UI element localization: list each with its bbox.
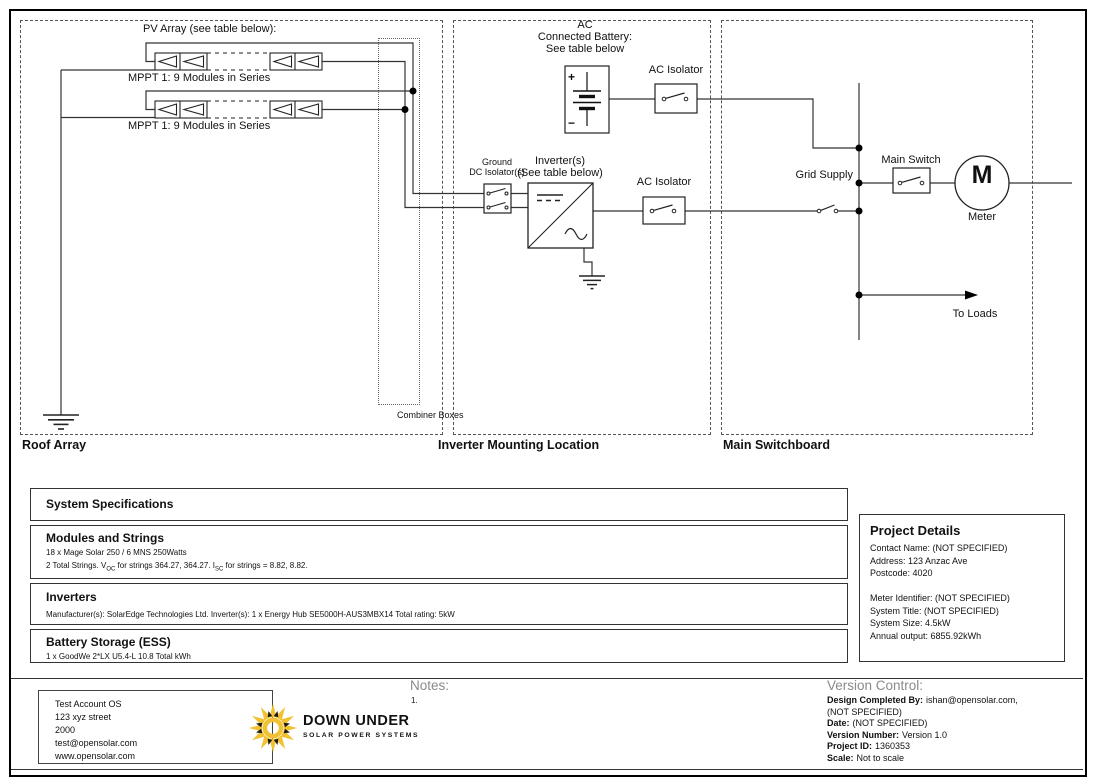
pd-contact-name: Contact Name: (NOT SPECIFIED) [870, 543, 1008, 553]
vc-scale: Scale: Not to scale [827, 752, 905, 763]
pd-meter-identifier: Meter Identifier: (NOT SPECIFIED) [870, 593, 1010, 603]
company-name: Test Account OS [55, 699, 122, 709]
pv-string1-modules [155, 53, 322, 70]
inverter-mounting-section-label: Inverter Mounting Location [438, 438, 600, 452]
company-postcode: 2000 [55, 725, 76, 735]
to-loads-label: To Loads [952, 308, 998, 320]
version-control-title: Version Control: [827, 678, 924, 693]
sun-logo-icon [246, 701, 300, 755]
battery-ac-wire [697, 99, 859, 148]
inverters-heading: Inverters [46, 590, 97, 604]
vc-project-id: Project ID: 1360353 [827, 741, 911, 751]
company-street: 123 xyz street [55, 712, 112, 722]
string1-negative-wire [322, 62, 484, 208]
battery-line1: 1 x GoodWe 2*LX U5.4-L 10.8 Total kWh [46, 652, 191, 661]
vc-design-completed-by-2: (NOT SPECIFIED) [827, 706, 902, 717]
main-switch-label: Main Switch [881, 154, 941, 166]
notes-item-1: 1. [411, 696, 418, 705]
pd-address: Address: 123 Anzac Ave [870, 555, 968, 566]
battery-heading: Battery Storage (ESS) [46, 635, 171, 649]
inverter-ac-isolator-label: AC Isolator [636, 176, 692, 188]
main-switch-symbol [893, 168, 930, 193]
battery-label-line2: Connected Battery: [537, 31, 633, 43]
pd-system-size: System Size: 4.5kW [870, 618, 951, 628]
inverter-label-line2: (See table below) [517, 167, 603, 179]
battery-plus-sign: + [568, 70, 576, 84]
dc-isolator-label-line1: Ground [481, 157, 513, 167]
spec-modules-box [30, 525, 848, 579]
vc-design-completed-by: Design Completed By: ishan@opensolar.com, [827, 695, 1018, 705]
battery-minus-sign: − [568, 116, 576, 130]
inverter-ground-symbol [579, 276, 605, 289]
roof-array-section-label: Roof Array [22, 438, 87, 452]
modules-line2: 2 Total Strings. $V_{OC}$ for strings 364.27, 364.27. $I_{SC}$ for strings = 8.82, 8.82. [46, 560, 308, 573]
spec-inverters-box [30, 583, 848, 625]
spec-battery-box [30, 629, 848, 663]
spec-title-box [30, 488, 848, 521]
dc-isolator-symbol [484, 184, 511, 213]
vc-version-number: Version Number: Version 1.0 [827, 729, 948, 740]
grid-supply-label: Grid Supply [795, 169, 853, 181]
pd-system-title: System Title: (NOT SPECIFIED) [870, 605, 999, 616]
project-details-title: Project Details [870, 523, 961, 538]
pd-postcode: Postcode: 4020 [870, 568, 933, 578]
array-ground-symbol [43, 415, 79, 429]
modules-heading: Modules and Strings [46, 531, 165, 545]
inverter-symbol [528, 183, 593, 248]
sun-rays [249, 704, 298, 753]
project-details-box [859, 514, 1065, 662]
battery-ac-isolator-symbol [655, 84, 697, 113]
inverter-label-line1: Inverter(s) [534, 155, 586, 167]
pv-string2-modules [155, 101, 322, 118]
dc-isolator-label-line2: DC Isolator(s) [469, 167, 525, 177]
logo-name: DOWN UNDER [303, 713, 410, 729]
to-loads-arrowhead [965, 291, 978, 300]
inverter-ac-isolator-symbol [643, 197, 685, 224]
vc-date: Date: (NOT SPECIFIED) [827, 718, 928, 728]
company-email: test@opensolar.com [55, 738, 138, 748]
string2-label: MPPT 1: 9 Modules in Series [128, 120, 271, 132]
main-switchboard-section-label: Main Switchboard [723, 438, 830, 452]
battery-ac-isolator-label: AC Isolator [648, 64, 704, 76]
pd-annual-output: Annual output: 6855.92kWh [870, 630, 982, 641]
inverters-line1: Manufacturer(s): SolarEdge Technologies Ltd. Inverter(s): 1 x Energy Hub SE5000H-AUS3MBX14 Total rating: 5kW [46, 610, 455, 619]
spec-table-title: System Specifications [46, 497, 174, 511]
battery-label-line3: See table below [545, 43, 625, 55]
logo-tagline: SOLAR POWER SYSTEMS [303, 732, 420, 739]
battery-label-line1: AC [577, 19, 593, 31]
version-control-block [827, 695, 1018, 764]
combiner-boxes-label: Combiner Boxes [397, 410, 464, 420]
company-address-box [38, 690, 273, 764]
grid-disconnect-symbol [817, 205, 838, 213]
modules-line1: 18 x Mage Solar 250 / 6 MNS 250Watts [46, 548, 187, 557]
company-website: www.opensolar.com [55, 751, 136, 761]
pd-spacer [870, 580, 1064, 593]
string1-label: MPPT 1: 9 Modules in Series [128, 72, 271, 84]
inverter-earth-wire [584, 248, 592, 276]
meter-letter: M [971, 161, 993, 189]
pv-array-label: PV Array (see table below): [143, 23, 277, 35]
meter-label: Meter [967, 211, 997, 223]
notes-title: Notes: [410, 678, 450, 693]
